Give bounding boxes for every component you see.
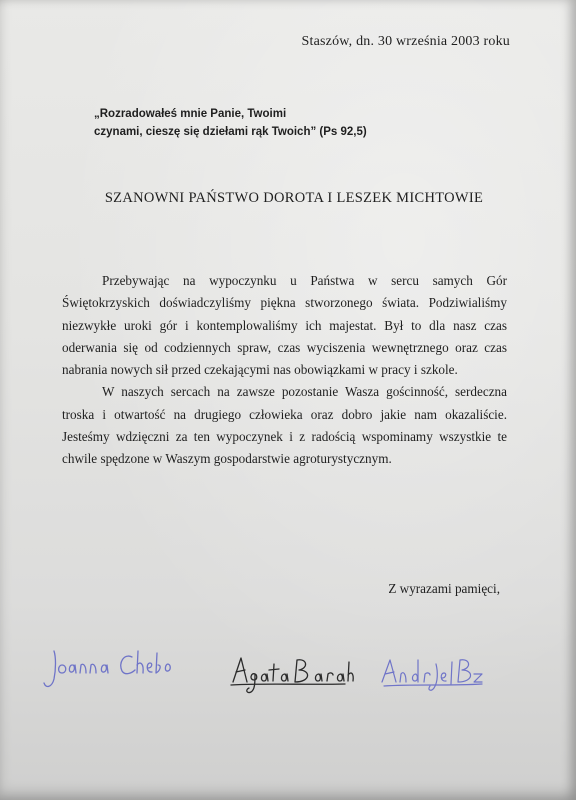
signature-agata-barah xyxy=(225,652,355,696)
psalm-quote xyxy=(94,105,424,141)
letter-date: Staszów, dn. 30 września 2003 roku xyxy=(301,34,510,49)
psalm-quote-line-1: „Rozradowałeś mnie Panie, Twoimi xyxy=(94,108,287,120)
signature-joanna-chebo xyxy=(40,643,180,693)
psalm-quote-line-2: czynami, cieszę się dziełami rąk Twoich” (Ps 92,5) xyxy=(94,126,367,138)
letter-body xyxy=(62,270,507,471)
salutation-heading: SZANOWNI PAŃSTWO DOROTA I LESZEK MICHTOWIE xyxy=(104,190,484,206)
body-paragraph-1: Przebywając na wypoczynku u Państwa w sercu samych Gór Świętokrzyskich doświadczyliśmy piękna stworzonego świata. Podziwialiśmy niezwykłe uroki gór i kontemplowaliśmy ich majestat. Był to dla nasz czas oderwania się od codziennych spraw, czas wyciszenia wewnętrznego oraz czas nabrania nowych sił przed czekającymi nas obowiązkami w pracy i szkole. xyxy=(62,273,507,378)
closing-phrase: Z wyrazami pamięci, xyxy=(388,581,500,596)
signature-andrzej-bzok xyxy=(378,650,488,694)
body-paragraph-2: W naszych sercach na zawsze pozostanie Wasza gościnność, serdeczna troska i otwartość na drugiego człowieka oraz dobro jakie nam okazaliście. Jesteśmy wdzięczni za ten wypoczynek i z radością wspominamy wszystkie te chwile spędzone w Waszym gospodarstwie agroturystycznym. xyxy=(62,384,507,467)
